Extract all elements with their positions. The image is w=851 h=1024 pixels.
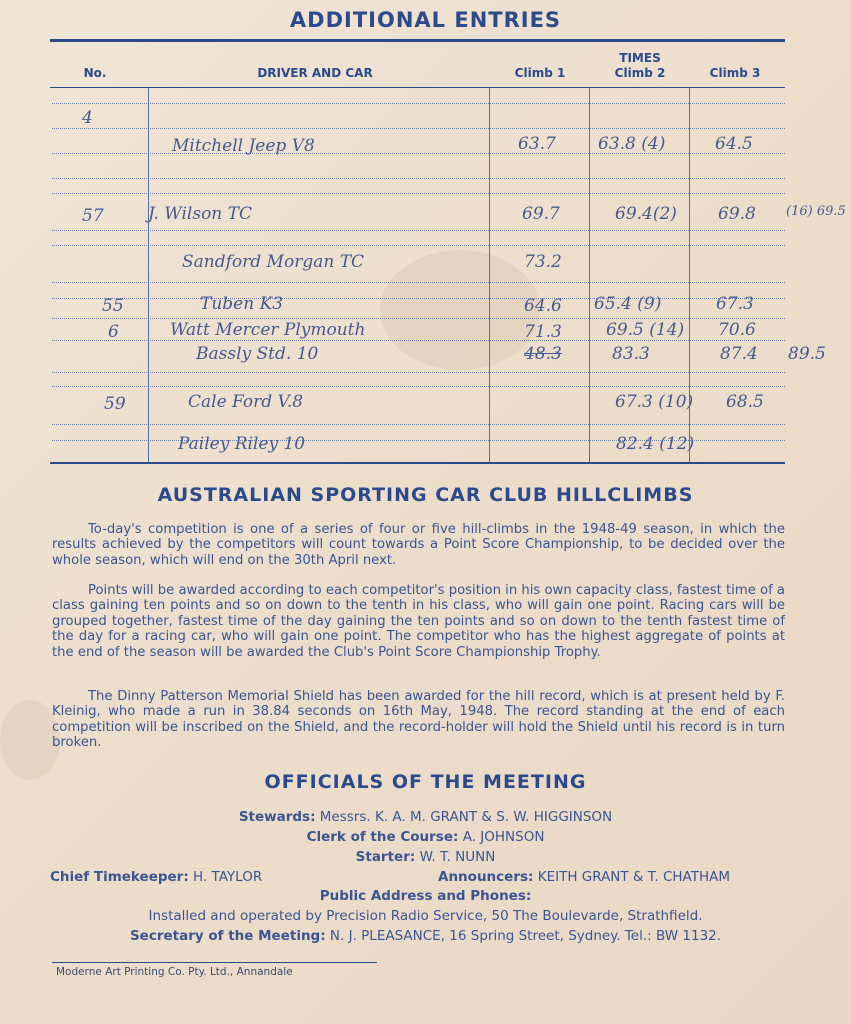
ruling-line (52, 178, 785, 179)
pa-value: Installed and operated by Precision Radio Service, 50 The Boulevarde, Strathfield. (148, 908, 703, 924)
title-rule (50, 39, 785, 42)
entry-extra: (16) 69.5 (786, 204, 846, 219)
col-header-climb2: Climb 2 (614, 66, 666, 80)
paragraph-shield: The Dinny Patterson Memorial Shield has been awarded for the hill record, which is at present held by F. Kleinig, who made a run in 38.84 seconds on 16th May, 1948. The record standing at the end of each competition will be inscribed on the Shield, and the record-holder will hold the Shield until his record is in turn broken. (52, 689, 785, 751)
ruling-line (52, 372, 785, 373)
entry-climb1: 64.6 (524, 296, 562, 316)
entry-no: 57 (82, 206, 104, 226)
entry-climb2: 83.3 (612, 344, 650, 364)
entry-driver: Sandford Morgan TC (182, 252, 365, 272)
column-divider (148, 88, 149, 463)
entry-climb2: 65.4 (9) (594, 294, 662, 314)
secretary-label: Secretary of the Meeting: (129, 928, 326, 944)
ruling-line (52, 318, 785, 319)
paper-stain (0, 700, 60, 780)
ruling-line (52, 245, 785, 246)
announcers-line (438, 869, 730, 885)
ruling-line (52, 193, 785, 194)
clerk-line (0, 829, 851, 845)
entry-driver: Tuben K3 (200, 294, 284, 314)
table-bottom-rule (50, 462, 785, 464)
stewards-label: Stewards: (238, 809, 316, 825)
entry-climb1: 73.2 (524, 252, 562, 272)
entry-no: 59 (104, 394, 126, 414)
entry-climb3: 69.8 (718, 204, 756, 224)
ruling-line (52, 103, 785, 104)
announcers-value: KEITH GRANT & T. CHATHAM (537, 869, 731, 885)
clerk-value: A. JOHNSON (462, 829, 545, 845)
entry-driver: Pailey Riley 10 (178, 434, 306, 454)
entry-climb2: 82.4 (12) (616, 434, 695, 454)
entry-climb3: 64.5 (715, 134, 753, 154)
entry-climb3: 68.5 (726, 392, 764, 412)
col-header-times: TIMES (619, 51, 661, 65)
starter-value: W. T. NUNN (419, 849, 496, 865)
ruling-line (52, 424, 785, 425)
printer-rule (52, 962, 377, 963)
ruling-line (52, 128, 785, 129)
entry-climb1: 71.3 (524, 322, 562, 342)
timekeeper-line (50, 869, 262, 885)
officials-title: OFFICIALS OF THE MEETING (264, 771, 587, 793)
col-header-no: No. (83, 66, 107, 80)
entry-climb3: 87.4 (720, 344, 758, 364)
entry-no: 55 (102, 296, 124, 316)
clerk-label: Clerk of the Course: (306, 829, 459, 845)
col-header-climb1: Climb 1 (514, 66, 566, 80)
pa-label-line (0, 888, 851, 904)
entry-climb3: 70.6 (718, 320, 756, 340)
timekeeper-value: H. TAYLOR (193, 869, 263, 885)
announcers-label: Announcers: (438, 869, 534, 885)
starter-line (0, 849, 851, 865)
column-divider (489, 88, 490, 463)
col-header-driver: DRIVER AND CAR (257, 66, 373, 80)
stewards-line (0, 809, 851, 825)
entry-climb1: 48.3 (524, 344, 562, 364)
entry-climb1: 69.7 (522, 204, 560, 224)
additional-entries-title: ADDITIONAL ENTRIES (289, 8, 562, 32)
entry-driver: Watt Mercer Plymouth (170, 320, 366, 340)
ruling-line (52, 282, 785, 283)
entry-driver: Mitchell Jeep V8 (172, 136, 315, 156)
secretary-value: N. J. PLEASANCE, 16 Spring Street, Sydney. Tel.: BW 1132. (329, 928, 722, 944)
club-hillclimbs-title: AUSTRALIAN SPORTING CAR CLUB HILLCLIMBS (157, 484, 694, 506)
printer-credit: Moderne Art Printing Co. Pty. Ltd., Annandale (56, 966, 293, 978)
starter-label: Starter: (355, 849, 416, 865)
entry-extra: 89.5 (788, 344, 826, 364)
header-rule (50, 87, 785, 88)
secretary-line (0, 928, 851, 944)
entry-climb2: 67.3 (10) (615, 392, 694, 412)
ruling-line (52, 298, 785, 299)
paragraph-series: To-day's competition is one of a series of four or five hill-climbs in the 1948-49 season, in which the results achieved by the competitors will count towards a Point Score Championship, to be decided over the whole season, which will end on the 30th April next. (52, 522, 785, 568)
entry-climb2: 63.8 (4) (598, 134, 666, 154)
entry-driver: Bassly Std. 10 (196, 344, 319, 364)
entry-climb2: 69.4(2) (615, 204, 677, 224)
column-divider (589, 88, 590, 463)
ruling-line (52, 230, 785, 231)
pa-label: Public Address and Phones: (319, 888, 532, 904)
stewards-value: Messrs. K. A. M. GRANT & S. W. HIGGINSON (319, 809, 613, 825)
entry-climb3: 67.3 (716, 294, 754, 314)
entry-driver: J. Wilson TC (148, 204, 253, 224)
ruling-line (52, 340, 785, 341)
entry-no: 6 (108, 322, 119, 342)
ruling-line (52, 153, 785, 154)
paper-stain (380, 250, 540, 370)
ruling-line (52, 386, 785, 387)
entry-climb1: 63.7 (518, 134, 556, 154)
entry-climb2: 69.5 (14) (606, 320, 685, 340)
col-header-climb3: Climb 3 (709, 66, 761, 80)
entry-driver: Cale Ford V.8 (188, 392, 304, 412)
entry-no: 4 (82, 108, 93, 128)
paragraph-points: Points will be awarded according to each competitor's position in his own capacity class, fastest time of a class gaining ten points and so on down to the tenth in his class, who will gain one point. Racing cars will be grouped together, fastest time of the day gaining the ten points and so on down to the tenth fastest time of the day for a racing car, who will gain one point. The competitor who has the highest aggregate of points at the end of the season will be awarded the Club's Point Score Championship Trophy. (52, 583, 785, 660)
timekeeper-label: Chief Timekeeper: (50, 869, 189, 885)
